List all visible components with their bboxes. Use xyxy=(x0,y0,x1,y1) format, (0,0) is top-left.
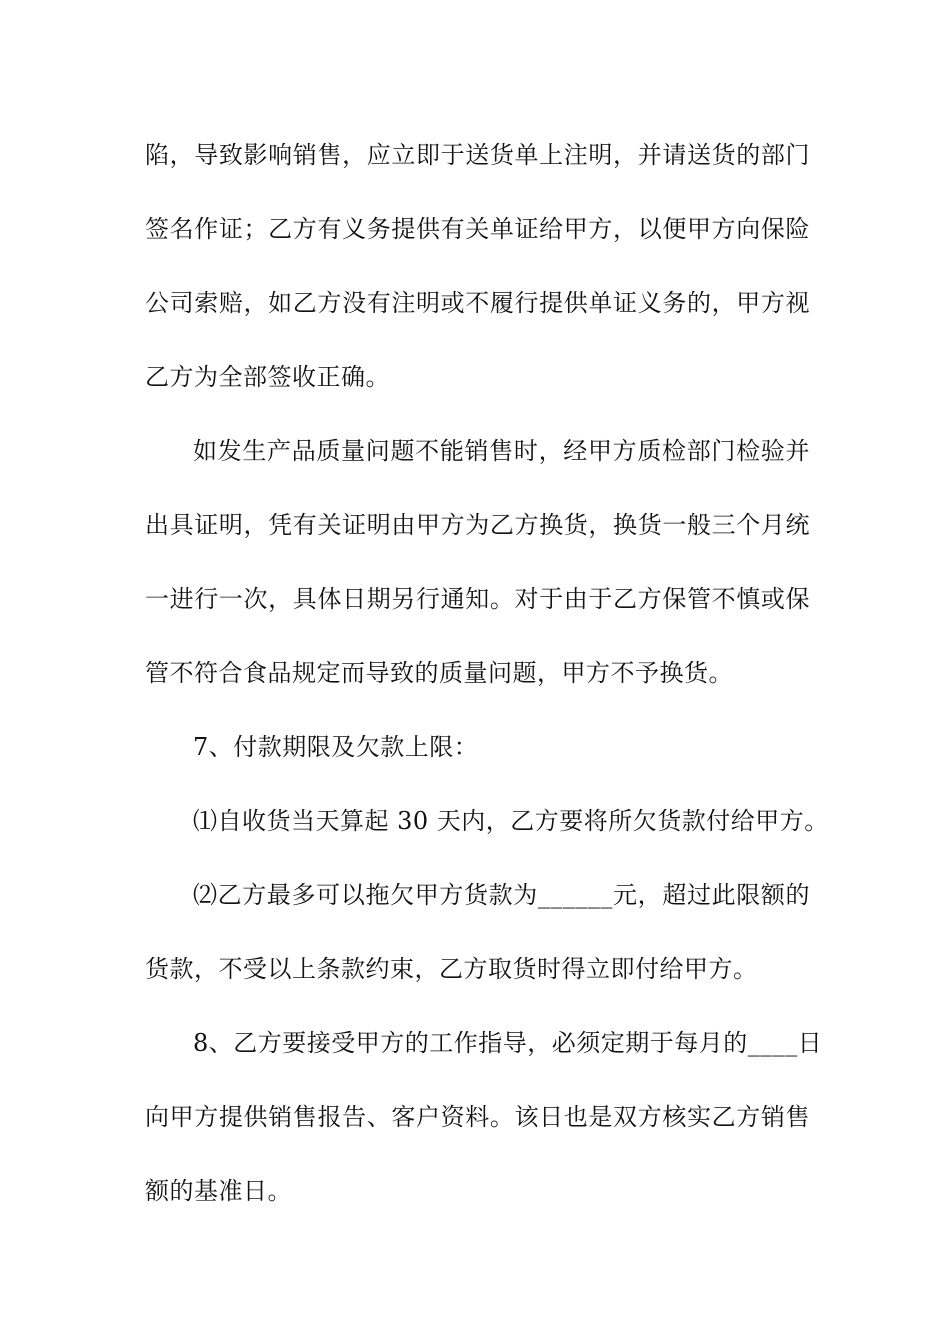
text-line: 出具证明，凭有关证明由甲方为乙方换货，换货一般三个月统 xyxy=(145,511,810,539)
text-line: 陷，导致影响销售，应立即于送货单上注明，并请送货的部门 xyxy=(145,141,810,169)
text-line: 乙方为全部签收正确。 xyxy=(145,363,390,391)
text-line: 货款，不受以上条款约束，乙方取货时得立即付给甲方。 xyxy=(145,955,758,983)
text-line: 8、乙方要接受甲方的工作指导，必须定期于每月的____日 xyxy=(193,1029,823,1057)
document-body xyxy=(145,128,829,1238)
section-heading: 7、付款期限及欠款上限： xyxy=(193,733,479,761)
text-line: 向甲方提供销售报告、客户资料。该日也是双方核实乙方销售 xyxy=(145,1103,810,1131)
text-line: 签名作证；乙方有义务提供有关单证给甲方，以便甲方向保险 xyxy=(145,215,810,243)
text-line: 如发生产品质量问题不能销售时，经甲方质检部门检验并 xyxy=(193,437,810,465)
text-line: 公司索赔，如乙方没有注明或不履行提供单证义务的，甲方视 xyxy=(145,289,810,317)
text-line: 管不符合食品规定而导致的质量问题，甲方不予换货。 xyxy=(145,659,733,687)
text-line: 额的基准日。 xyxy=(145,1177,292,1205)
text-line: ⑵乙方最多可以拖欠甲方货款为______元，超过此限额的 xyxy=(193,881,810,909)
text-line: ⑴自收货当天算起 30 天内，乙方要将所欠货款付给甲方。 xyxy=(193,807,829,835)
text-line: 一进行一次，具体日期另行通知。对于由于乙方保管不慎或保 xyxy=(145,585,810,613)
